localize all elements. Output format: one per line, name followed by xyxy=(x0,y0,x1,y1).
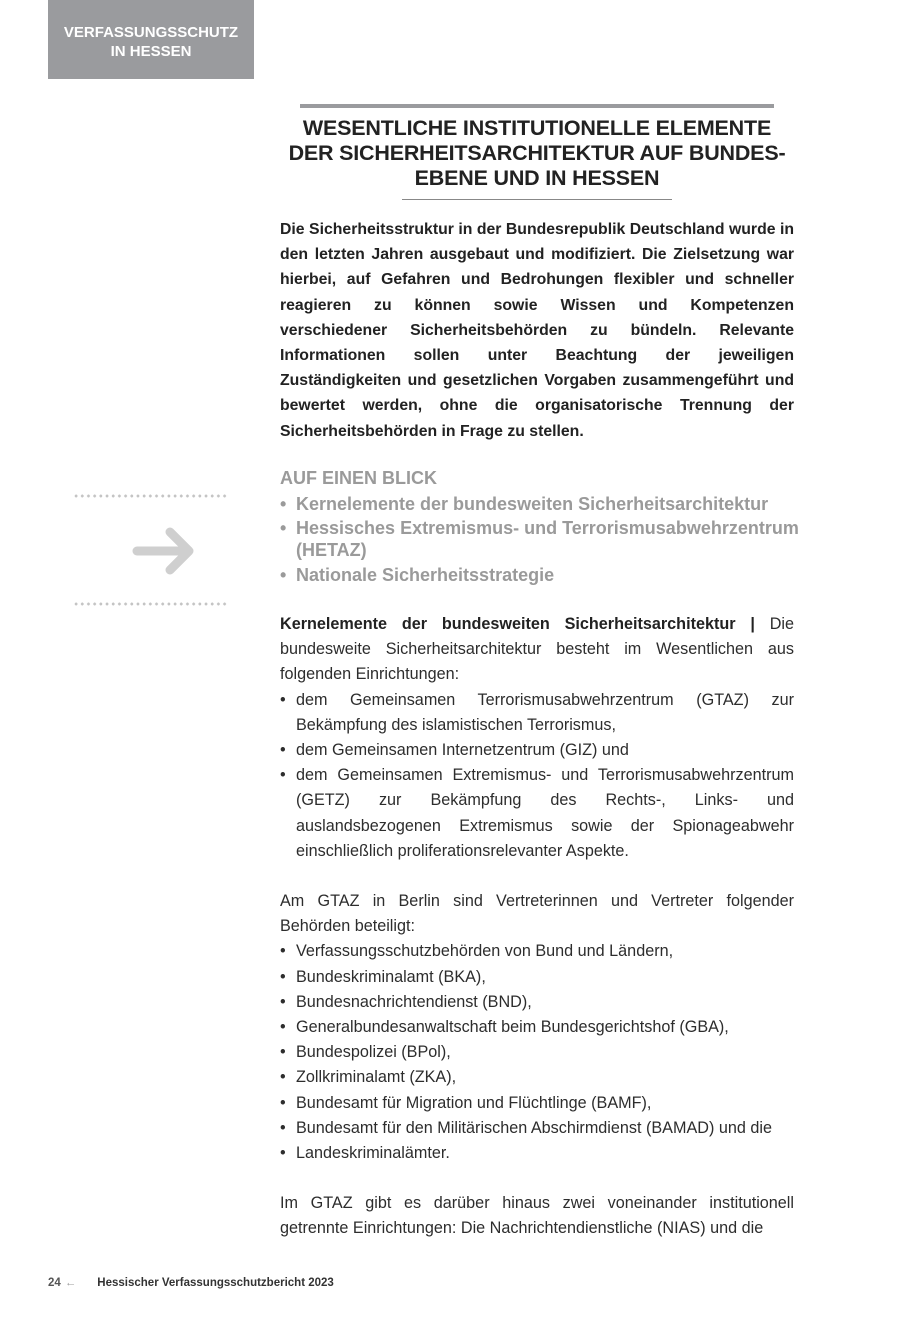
page-title xyxy=(280,116,794,191)
section1-paragraph xyxy=(280,612,794,688)
list-item: • Bundesnachrichtendienst (BND), xyxy=(280,990,794,1015)
list-item: • Verfassungsschutzbehörden von Bund und Ländern, xyxy=(280,939,794,964)
list-item: • Zollkriminalamt (ZKA), xyxy=(280,1065,794,1090)
section-header-tab xyxy=(48,0,254,79)
back-arrow-icon[interactable]: ← xyxy=(64,1277,77,1289)
dotted-divider-bottom xyxy=(73,602,228,606)
list-item: • Landeskriminalämter. xyxy=(280,1141,794,1166)
at-a-glance-item: • Hessisches Extremismus- und Terrorismusabwehrzentrum (HETAZ) xyxy=(280,517,800,561)
list-item: • Bundespolizei (BPol), xyxy=(280,1040,794,1065)
section1-list xyxy=(280,688,794,864)
page-number: 24 xyxy=(48,1277,61,1289)
page-title-line1: WESENTLICHE INSTITUTIONELLE ELEMENTE xyxy=(302,116,772,140)
section1-lead: Kernelemente der bundesweiten Sicherheitsarchitektur | xyxy=(280,615,755,633)
at-a-glance-box xyxy=(280,466,800,586)
body-text xyxy=(280,612,794,1242)
page-title-line3: EBENE UND IN HESSEN xyxy=(414,166,660,190)
list-item: • dem Gemeinsamen Extremismus- und Terrorismusabwehrzentrum (GETZ) zur Bekämpfung des Rechts-, Links- und auslandsbezogenen Extremismus sowie der Spionageabwehr einschließlich proliferationsrelevanter Aspekte. xyxy=(280,763,794,864)
title-block xyxy=(280,104,794,200)
dotted-divider-top xyxy=(73,494,228,498)
title-rule-top xyxy=(300,104,774,108)
section2-list xyxy=(280,939,794,1166)
section-header-line1: VERFASSUNGSSCHUTZ xyxy=(63,23,239,41)
at-a-glance-item: • Kernelemente der bundesweiten Sicherheitsarchitektur xyxy=(280,493,800,515)
list-item: • Generalbundesanwaltschaft beim Bundesgerichtshof (GBA), xyxy=(280,1015,794,1040)
section1-text: Die bundesweite Sicherheitsarchitektur besteht im Wesentlichen aus folgenden Einrichtungen: xyxy=(280,615,794,684)
report-title: Hessischer Verfassungsschutzbericht 2023 xyxy=(97,1277,334,1289)
page-footer xyxy=(48,1277,334,1289)
section3-paragraph: Im GTAZ gibt es darüber hinaus zwei voneinander institutionell getrennte Einrichtungen: Die Nachrichtendienstliche (NIAS) und die xyxy=(280,1194,794,1238)
at-a-glance-item: • Nationale Sicherheitsstrategie xyxy=(280,564,800,586)
list-item: • Bundesamt für den Militärischen Abschirmdienst (BAMAD) und die xyxy=(280,1116,794,1141)
at-a-glance-title: AUF EINEN BLICK xyxy=(280,468,437,488)
list-item: • Bundesamt für Migration und Flüchtlinge (BAMF), xyxy=(280,1091,794,1116)
list-item: • dem Gemeinsamen Terrorismusabwehrzentrum (GTAZ) zur Bekämpfung des islamistischen Terrorismus, xyxy=(280,688,794,738)
arrow-right-icon xyxy=(132,526,196,576)
at-a-glance-list xyxy=(280,493,800,586)
list-item: • dem Gemeinsamen Internetzentrum (GIZ) und xyxy=(280,738,794,763)
intro-paragraph: Die Sicherheitsstruktur in der Bundesrepublik Deutschland wurde in den letzten Jahren ausgebaut und modifiziert. Die Zielsetzung war hierbei, auf Gefahren und Bedrohungen flexibler und schneller reagieren zu können sowie Wissen und Kompetenzen verschiedener Sicherheitsbehörden zu bündeln. Relevante Informationen sollen unter Beachtung der jeweiligen Zuständigkeiten und gesetzlichen Vorgaben zusammengeführt und bewertet werden, ohne die organisatorische Trennung der Sicherheitsbehörden in Frage zu stellen. xyxy=(280,221,794,440)
section-header-line2: IN HESSEN xyxy=(110,42,192,60)
section2-paragraph: Am GTAZ in Berlin sind Vertreterinnen und Vertreter folgender Behörden beteiligt: xyxy=(280,892,794,936)
title-rule-bottom xyxy=(402,199,672,200)
page-title-line2: DER SICHERHEITSARCHITEKTUR AUF BUNDES- xyxy=(288,141,786,165)
list-item: • Bundeskriminalamt (BKA), xyxy=(280,965,794,990)
